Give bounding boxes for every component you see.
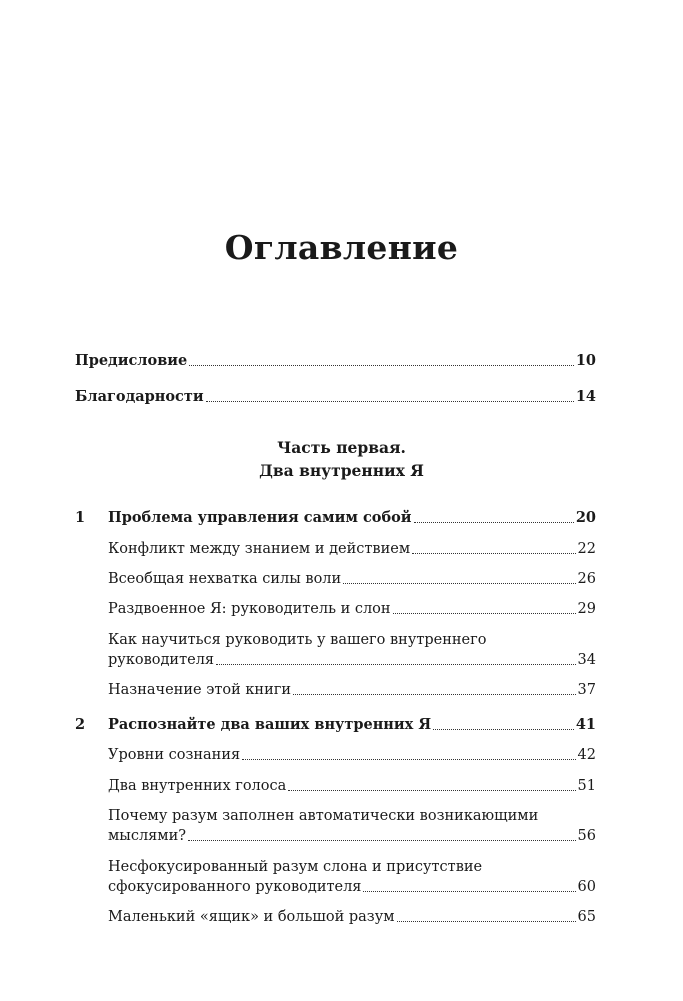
- toc-entry-label: Два внутренних голоса: [108, 778, 287, 794]
- toc-page-number: 51: [577, 778, 596, 794]
- toc-section-line1[interactable]: Несфокусированный разум слона и присутствие: [108, 859, 483, 875]
- part-heading-line2: Два внутренних Я: [259, 461, 424, 480]
- toc-page-number: 20: [575, 509, 596, 526]
- dot-leader: [293, 694, 576, 695]
- dot-leader: [206, 401, 574, 402]
- toc-entry-label: Маленький «ящик» и большой разум: [108, 909, 395, 925]
- toc-section[interactable]: [108, 600, 596, 618]
- toc-entry-foreword[interactable]: [75, 352, 596, 370]
- dot-leader: [397, 921, 576, 922]
- toc-section-line1[interactable]: Как научиться руководить у вашего внутреннего: [108, 632, 487, 648]
- toc-chapter-1[interactable]: [108, 509, 596, 527]
- toc-section-line1[interactable]: Почему разум заполнен автоматически возникающими: [108, 808, 539, 824]
- toc-page-number: 22: [577, 541, 596, 557]
- toc-page-number: 42: [577, 747, 596, 763]
- dot-leader: [288, 790, 575, 791]
- dot-leader: [363, 891, 575, 892]
- toc-entry-label: сфокусированного руководителя: [108, 879, 362, 895]
- toc-section[interactable]: [108, 570, 596, 588]
- part-heading-line1: Часть первая.: [277, 438, 406, 457]
- toc-page-number: 10: [575, 352, 596, 369]
- toc-section[interactable]: [108, 651, 596, 669]
- page-title: Оглавление: [224, 228, 459, 267]
- toc-section[interactable]: [108, 681, 596, 699]
- toc-entry-label: Всеобщая нехватка силы воли: [108, 571, 342, 587]
- toc-page-number: 65: [577, 909, 596, 925]
- toc-entry-label: Раздвоенное Я: руководитель и слон: [108, 601, 391, 617]
- dot-leader: [216, 664, 575, 665]
- dot-leader: [433, 729, 574, 730]
- toc-page-number: 56: [577, 828, 596, 844]
- dot-leader: [343, 583, 575, 584]
- dot-leader: [412, 553, 575, 554]
- toc-entry-label: руководителя: [108, 652, 215, 668]
- toc-section[interactable]: [108, 908, 596, 926]
- dot-leader: [242, 759, 575, 760]
- toc-entry-label: Благодарности: [75, 388, 204, 405]
- toc-entry-acknowledgements[interactable]: [75, 388, 596, 406]
- toc-entry-label: Проблема управления самим собой: [108, 509, 412, 526]
- dot-leader: [188, 840, 576, 841]
- toc-page-number: 60: [577, 879, 596, 895]
- toc-page-number: 29: [577, 601, 596, 617]
- toc-page-number: 14: [575, 388, 596, 405]
- chapter-number: 1: [75, 509, 86, 526]
- dot-leader: [189, 365, 574, 366]
- toc-section[interactable]: [108, 878, 596, 896]
- toc-section[interactable]: [108, 777, 596, 795]
- toc-section[interactable]: [108, 827, 596, 845]
- toc-entry-label: Предисловие: [75, 352, 188, 369]
- toc-page-number: 26: [577, 571, 596, 587]
- toc-section[interactable]: [108, 540, 596, 558]
- dot-leader: [414, 522, 574, 523]
- toc-entry-label: Уровни сознания: [108, 747, 241, 763]
- chapter-number: 2: [75, 716, 86, 733]
- toc-section[interactable]: [108, 746, 596, 764]
- toc-page-number: 34: [577, 652, 596, 668]
- toc-chapter-2[interactable]: [108, 716, 596, 734]
- toc-page-number: 37: [577, 682, 596, 698]
- toc-entry-label: Распознайте два ваших внутренних Я: [108, 716, 432, 733]
- toc-page-number: 41: [575, 716, 596, 733]
- toc-entry-label: Назначение этой книги: [108, 682, 291, 698]
- dot-leader: [393, 613, 576, 614]
- toc-entry-label: мыслями?: [108, 828, 187, 844]
- toc-entry-label: Конфликт между знанием и действием: [108, 541, 411, 557]
